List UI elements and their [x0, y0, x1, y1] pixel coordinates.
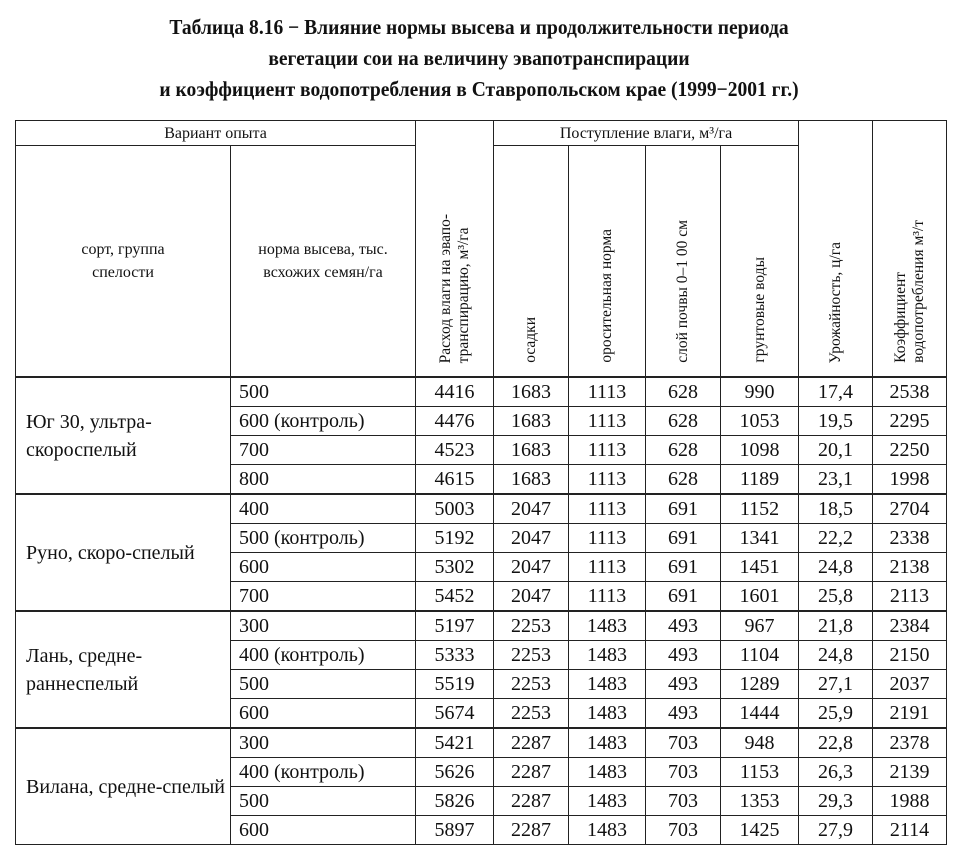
header-variety: сорт, группа спелости	[16, 146, 231, 378]
table-row	[16, 728, 947, 758]
value-cell: 5519	[416, 670, 494, 699]
value-cell: 4476	[416, 407, 494, 436]
value-cell: 691	[646, 494, 721, 524]
seeding-rate-cell: 300	[231, 728, 416, 758]
seeding-rate-cell: 700	[231, 582, 416, 612]
value-cell: 5626	[416, 758, 494, 787]
value-cell: 2113	[873, 582, 947, 612]
value-cell: 4615	[416, 465, 494, 495]
value-cell: 29,3	[799, 787, 873, 816]
value-cell: 493	[646, 641, 721, 670]
value-cell: 2287	[494, 728, 569, 758]
table-row	[16, 377, 947, 407]
value-cell: 703	[646, 758, 721, 787]
seeding-rate-cell: 600	[231, 553, 416, 582]
value-cell: 628	[646, 465, 721, 495]
value-cell: 19,5	[799, 407, 873, 436]
value-cell: 1483	[569, 611, 646, 641]
seeding-rate-cell: 600	[231, 699, 416, 729]
value-cell: 990	[721, 377, 799, 407]
value-cell: 17,4	[799, 377, 873, 407]
value-cell: 1113	[569, 377, 646, 407]
value-cell: 5192	[416, 524, 494, 553]
value-cell: 5197	[416, 611, 494, 641]
value-cell: 2253	[494, 699, 569, 729]
value-cell: 493	[646, 611, 721, 641]
value-cell: 1483	[569, 787, 646, 816]
value-cell: 1152	[721, 494, 799, 524]
value-cell: 628	[646, 436, 721, 465]
value-cell: 2138	[873, 553, 947, 582]
value-cell: 2253	[494, 670, 569, 699]
value-cell: 1683	[494, 407, 569, 436]
value-cell: 1113	[569, 436, 646, 465]
value-cell: 22,2	[799, 524, 873, 553]
value-cell: 2287	[494, 787, 569, 816]
value-cell: 5826	[416, 787, 494, 816]
table-row	[16, 611, 947, 641]
value-cell: 4523	[416, 436, 494, 465]
value-cell: 2287	[494, 816, 569, 845]
value-cell: 20,1	[799, 436, 873, 465]
value-cell: 691	[646, 553, 721, 582]
value-cell: 25,8	[799, 582, 873, 612]
value-cell: 2538	[873, 377, 947, 407]
value-cell: 1483	[569, 699, 646, 729]
value-cell: 1053	[721, 407, 799, 436]
value-cell: 5003	[416, 494, 494, 524]
value-cell: 628	[646, 377, 721, 407]
value-cell: 27,9	[799, 816, 873, 845]
value-cell: 1483	[569, 758, 646, 787]
value-cell: 22,8	[799, 728, 873, 758]
header-seeding: норма высева, тыс. всхожих семян/га	[231, 146, 416, 378]
value-cell: 27,1	[799, 670, 873, 699]
value-cell: 2139	[873, 758, 947, 787]
value-cell: 21,8	[799, 611, 873, 641]
value-cell: 2287	[494, 758, 569, 787]
value-cell: 1998	[873, 465, 947, 495]
seeding-rate-cell: 500	[231, 670, 416, 699]
value-cell: 691	[646, 524, 721, 553]
seeding-rate-cell: 600	[231, 816, 416, 845]
value-cell: 493	[646, 699, 721, 729]
value-cell: 2047	[494, 553, 569, 582]
value-cell: 25,9	[799, 699, 873, 729]
value-cell: 1113	[569, 407, 646, 436]
value-cell: 2384	[873, 611, 947, 641]
value-cell: 703	[646, 787, 721, 816]
value-cell: 5452	[416, 582, 494, 612]
table-row	[16, 494, 947, 524]
value-cell: 1425	[721, 816, 799, 845]
seeding-rate-cell: 400 (контроль)	[231, 758, 416, 787]
value-cell: 1483	[569, 670, 646, 699]
variety-cell: Юг 30, ультра-скороспелый	[16, 377, 231, 494]
value-cell: 2037	[873, 670, 947, 699]
value-cell: 23,1	[799, 465, 873, 495]
value-cell: 1189	[721, 465, 799, 495]
seeding-rate-cell: 600 (контроль)	[231, 407, 416, 436]
value-cell: 5897	[416, 816, 494, 845]
value-cell: 2253	[494, 611, 569, 641]
variety-cell: Руно, скоро-спелый	[16, 494, 231, 611]
table-title: Таблица 8.16 − Влияние нормы высева и продолжительности периода вегетации сои на величину эвапотранспирации и коэффициент водопотребления в Ставропольском крае (1999−2001 гг.)	[159, 15, 799, 101]
value-cell: 1483	[569, 641, 646, 670]
value-cell: 1113	[569, 582, 646, 612]
seeding-rate-cell: 800	[231, 465, 416, 495]
value-cell: 2378	[873, 728, 947, 758]
seeding-rate-cell: 500	[231, 787, 416, 816]
value-cell: 5674	[416, 699, 494, 729]
value-cell: 2191	[873, 699, 947, 729]
value-cell: 1153	[721, 758, 799, 787]
value-cell: 2250	[873, 436, 947, 465]
value-cell: 1988	[873, 787, 947, 816]
value-cell: 2047	[494, 494, 569, 524]
value-cell: 4416	[416, 377, 494, 407]
seeding-rate-cell: 500 (контроль)	[231, 524, 416, 553]
header-irrig: оросительная норма	[569, 146, 646, 378]
value-cell: 628	[646, 407, 721, 436]
seeding-rate-cell: 300	[231, 611, 416, 641]
seeding-rate-cell: 400	[231, 494, 416, 524]
header-variant: Вариант опыта	[16, 121, 416, 146]
value-cell: 1451	[721, 553, 799, 582]
seeding-rate-cell: 500	[231, 377, 416, 407]
value-cell: 2295	[873, 407, 947, 436]
value-cell: 2047	[494, 524, 569, 553]
value-cell: 1683	[494, 377, 569, 407]
header-inflow: Поступление влаги, м³/га	[494, 121, 799, 146]
value-cell: 2150	[873, 641, 947, 670]
seeding-rate-cell: 400 (контроль)	[231, 641, 416, 670]
value-cell: 1098	[721, 436, 799, 465]
value-cell: 5302	[416, 553, 494, 582]
value-cell: 5333	[416, 641, 494, 670]
value-cell: 2047	[494, 582, 569, 612]
value-cell: 26,3	[799, 758, 873, 787]
value-cell: 493	[646, 670, 721, 699]
value-cell: 24,8	[799, 553, 873, 582]
value-cell: 2114	[873, 816, 947, 845]
value-cell: 24,8	[799, 641, 873, 670]
header-ground: грунтовые воды	[721, 146, 799, 378]
value-cell: 18,5	[799, 494, 873, 524]
value-cell: 703	[646, 728, 721, 758]
value-cell: 1483	[569, 728, 646, 758]
value-cell: 1683	[494, 436, 569, 465]
value-cell: 967	[721, 611, 799, 641]
header-et: Расход влаги на эвапо- транспирацию, м³/га	[416, 121, 494, 378]
value-cell: 1113	[569, 524, 646, 553]
variety-cell: Лань, средне-раннеспелый	[16, 611, 231, 728]
value-cell: 1483	[569, 816, 646, 845]
value-cell: 948	[721, 728, 799, 758]
header-yield: Урожайность, ц/га	[799, 121, 873, 378]
header-coef: Коэффициент водопотребления м³/т	[873, 121, 947, 378]
value-cell: 1113	[569, 553, 646, 582]
value-cell: 2338	[873, 524, 947, 553]
value-cell: 1104	[721, 641, 799, 670]
value-cell: 1683	[494, 465, 569, 495]
value-cell: 703	[646, 816, 721, 845]
value-cell: 1341	[721, 524, 799, 553]
data-table	[15, 120, 947, 845]
value-cell: 2253	[494, 641, 569, 670]
value-cell: 1601	[721, 582, 799, 612]
value-cell: 691	[646, 582, 721, 612]
value-cell: 5421	[416, 728, 494, 758]
value-cell: 1113	[569, 465, 646, 495]
value-cell: 1289	[721, 670, 799, 699]
value-cell: 2704	[873, 494, 947, 524]
value-cell: 1113	[569, 494, 646, 524]
value-cell: 1444	[721, 699, 799, 729]
value-cell: 1353	[721, 787, 799, 816]
seeding-rate-cell: 700	[231, 436, 416, 465]
header-precip: осадки	[494, 146, 569, 378]
header-soil: слой почвы 0–1 00 см	[646, 146, 721, 378]
variety-cell: Вилана, средне-спелый	[16, 728, 231, 845]
